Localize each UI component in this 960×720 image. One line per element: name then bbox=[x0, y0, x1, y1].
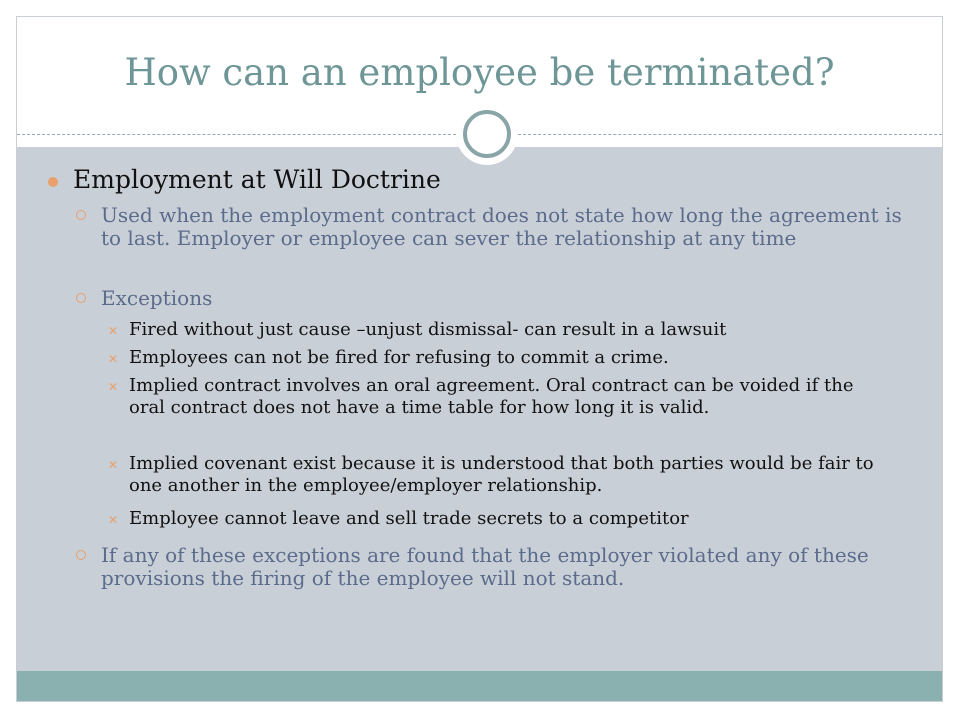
exceptions-label: Exceptions bbox=[101, 286, 213, 310]
bullet-x-icon: ✕ bbox=[108, 352, 119, 366]
bullet-x-icon: ✕ bbox=[108, 513, 119, 527]
bullet-ring-icon bbox=[76, 550, 86, 560]
bullet-x-icon: ✕ bbox=[108, 324, 119, 338]
circle-ornament-icon bbox=[463, 110, 511, 158]
exception-item: Fired without just cause –unjust dismissal- can result in a lawsuit bbox=[129, 319, 727, 340]
definition-text: Used when the employment contract does not state how long the agreement is to last. Employer or employee can sever the relationship at any time bbox=[101, 203, 902, 250]
exception-item: Implied contract involves an oral agreement. Oral contract can be voided if the oral contract does not have a time table for how long it is valid. bbox=[129, 375, 854, 418]
bullet-ring-icon bbox=[76, 210, 86, 220]
footer-band bbox=[17, 671, 942, 702]
bullet-ring-icon bbox=[76, 293, 86, 303]
slide-frame bbox=[16, 16, 943, 702]
conclusion-text: If any of these exceptions are found that the employer violated any of these provisions the firing of the employee will not stand. bbox=[101, 543, 869, 590]
slide-title: How can an employee be terminated? bbox=[124, 51, 835, 94]
bullet-dot-icon bbox=[48, 177, 58, 187]
exception-item: Employees can not be fired for refusing to commit a crime. bbox=[129, 347, 669, 368]
exception-item: Implied covenant exist because it is understood that both parties would be fair to one another in the employee/employer relationship. bbox=[129, 453, 874, 496]
bullet-x-icon: ✕ bbox=[108, 458, 119, 472]
bullet-x-icon: ✕ bbox=[108, 380, 119, 394]
heading-bullet: Employment at Will Doctrine bbox=[73, 165, 441, 194]
exception-item: Employee cannot leave and sell trade secrets to a competitor bbox=[129, 508, 689, 529]
